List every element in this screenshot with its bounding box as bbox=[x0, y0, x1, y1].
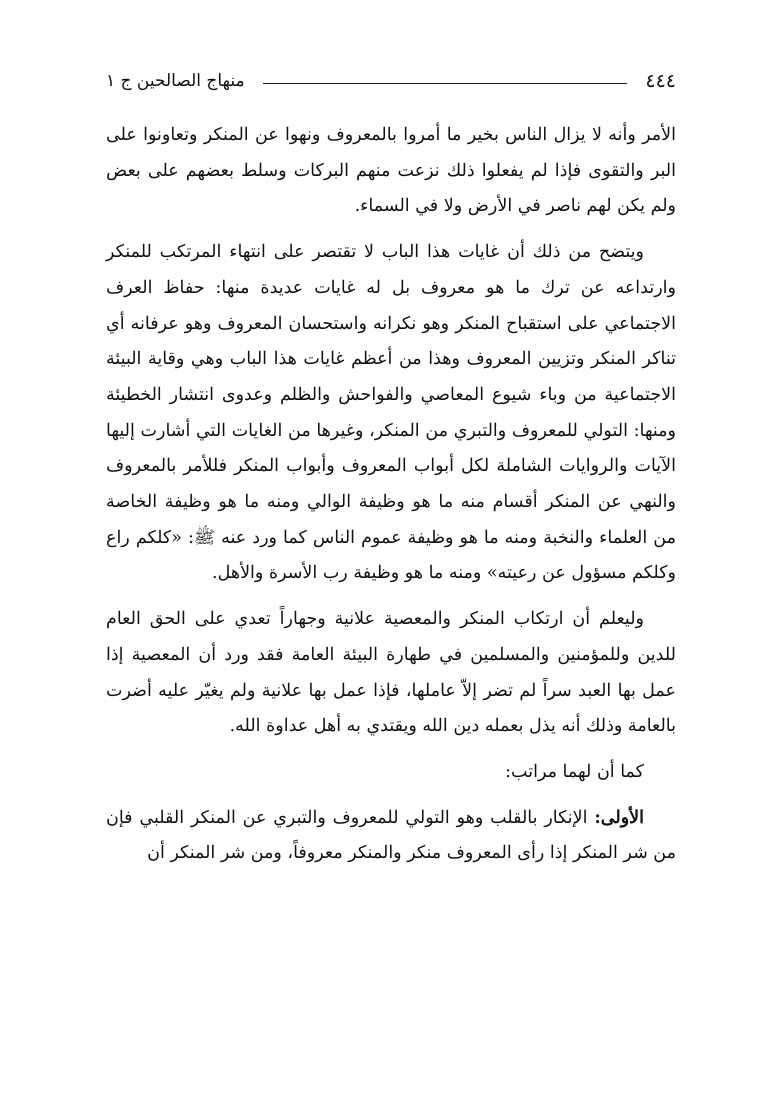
page-number: ٤٤٤ bbox=[645, 70, 676, 92]
body-text bbox=[106, 118, 676, 872]
first-rank-text: الإنكار بالقلب وهو التولي للمعروف والتبري عن المنكر القلبي فإن من شر المنكر إذا رأى المعروف منكر والمنكر معروفاً، ومن شر المنكر أن bbox=[106, 807, 676, 864]
first-rank-label: الأولى: bbox=[594, 807, 644, 828]
paragraph-first-rank bbox=[106, 801, 676, 872]
paragraph-public-sin: وليعلم أن ارتكاب المنكر والمعصية علانية وجهاراً تعدي على الحق العام للدين وللمؤمنين والمسلمين في طهارة البيئة العامة فقد ورد أن المعصية إذا عمل بها العبد سراً لم تضر إلاّ عاملها، فإذا عمل بها علانية ولم يغيّر عليه أضرت بالعامة وذلك أنه يذل بعمله دين الله ويقتدي به أهل عداوة الله. bbox=[106, 609, 676, 737]
paragraph-goals: ويتضح من ذلك أن غايات هذا الباب لا تقتصر على انتهاء المرتكب للمنكر وارتداعه عن ترك ما هو معروف بل له غايات عديدة منها: حفاظ العرف الاجتماعي على استقباح المنكر وهو نكرانه واستحسان المعروف وهو عرفانه أي تناكر المنكر وتزيين المعروف وهذا من أعظم غايات هذا الباب وهي وقاية البيئة الاجتماعية من وباء شيوع المعاصي والفواحش والظلم وعدوى انتشار الخطيئة ومنها: التولي للمعروف والتبري من المنكر، وغيرها من الغايات التي أشارت إليها الآيات والروايات الشاملة لكل أبواب المعروف وأبواب المنكر فللأمر بالمعروف والنهي عن المنكر أقسام منه ما هو وظيفة الوالي ومنه ما هو وظيفة الخاصة من العلماء والنخبة ومنه ما هو وظيفة عموم الناس كما ورد عنه ﷺ: «كلكم راع وكلكم مسؤول عن رعيته» ومنه ما هو وظيفة رب الأسرة والأهل. bbox=[106, 242, 676, 584]
page-header bbox=[106, 66, 676, 96]
paragraph-ranks-intro: كما أن لهما مراتب: bbox=[505, 761, 644, 782]
running-title: منهاج الصالحين ج ١ bbox=[106, 71, 245, 91]
header-rule bbox=[263, 83, 628, 84]
paragraph-continuation: الأمر وأنه لا يزال الناس بخير ما أمروا بالمعروف ونهوا عن المنكر وتعاونوا على البر والتقوى فإذا لم يفعلوا ذلك نزعت منهم البركات وسلط بعضهم على بعض ولم يكن لهم ناصر في الأرض ولا في السماء. bbox=[106, 125, 676, 217]
